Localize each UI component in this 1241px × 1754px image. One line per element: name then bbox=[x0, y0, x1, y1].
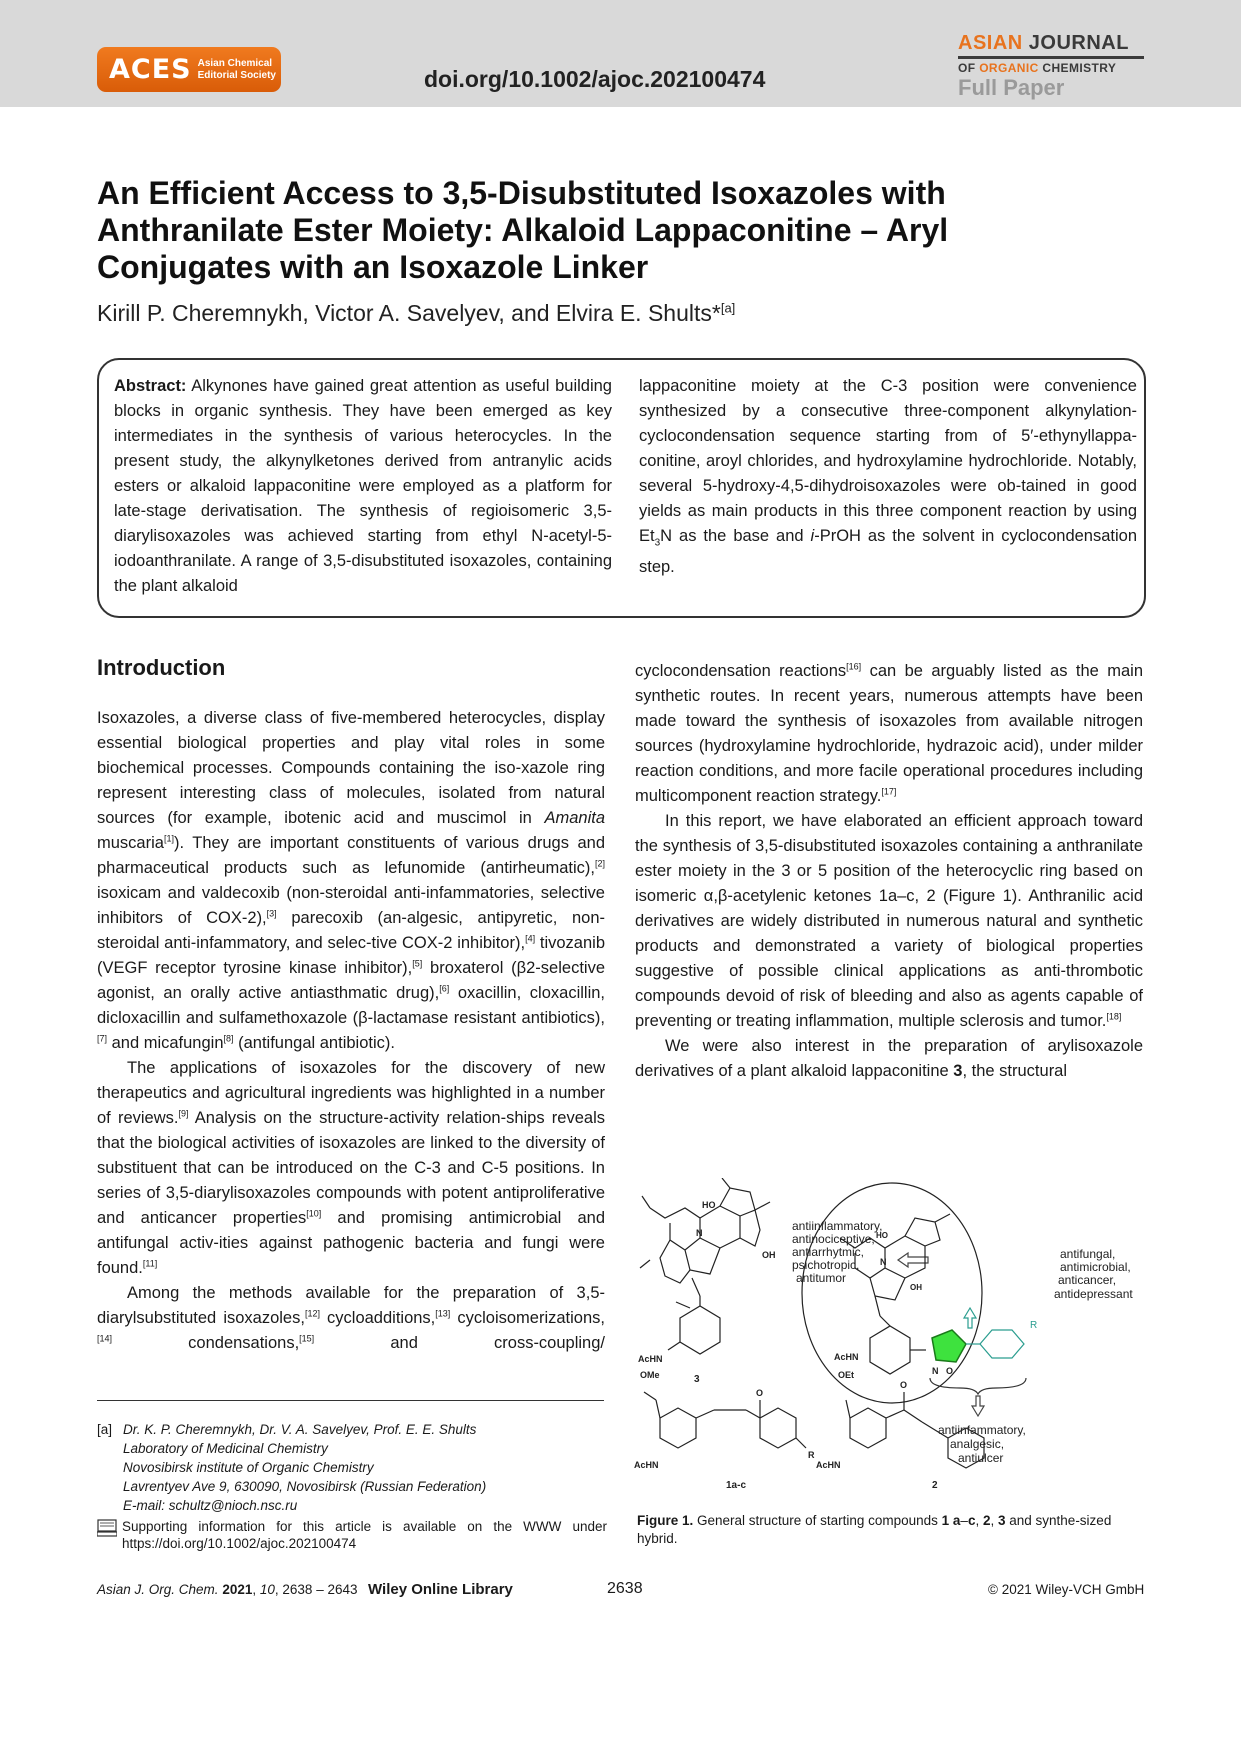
citation-ref[interactable]: [18] bbox=[1106, 1011, 1122, 1022]
citation-ref[interactable]: [14] bbox=[97, 1333, 113, 1344]
intro-p1-c: ). They are important constituents of various drugs and pharmaceutical products such as lefunomide (antirheumatic), bbox=[97, 834, 605, 877]
right-column bbox=[635, 659, 1143, 1084]
abstract-left-column bbox=[114, 374, 612, 599]
arrow-down-icon bbox=[972, 1396, 984, 1416]
publisher-name-line-2: Editorial Society bbox=[197, 69, 276, 81]
footer-citation: Asian J. Org. Chem. 2021, 10, 2638 – 2643 bbox=[97, 1582, 358, 1597]
abstract-label: Abstract: bbox=[114, 377, 187, 395]
activity-bottom-item: antiinfammatory, bbox=[938, 1423, 1026, 1437]
citation-ref[interactable]: [12] bbox=[304, 1308, 320, 1319]
footnote-label: [a] bbox=[97, 1422, 113, 1437]
activity-right-item: antimicrobial, bbox=[1060, 1260, 1131, 1274]
intro-p1-h: oxacillin, cloxacillin, dicloxacillin and sulfamethoxazole (β-lactamase resistant antibiotics), bbox=[97, 984, 605, 1027]
citation-ref[interactable]: [9] bbox=[178, 1108, 189, 1119]
footnote-line: Lavrentyev Ave 9, 630090, Novosibirsk (Russian Federation) bbox=[123, 1479, 487, 1494]
abstract-box bbox=[97, 358, 1146, 618]
intro-p1-d: isoxicam and valdecoxib (non-steroidal anti-infammatories, selective inhibitors of COX-2), bbox=[97, 884, 605, 927]
label-o-2: O bbox=[900, 1380, 908, 1390]
caption-comma-1: , bbox=[975, 1513, 983, 1528]
abstract-text-left: Alkynones have gained great attention as useful building blocks in organic synthesis. They have been emerged as key intermediates in the synthesis of various heterocycles. In the present study, the alkynylketones derived from antranylic acids esters or alkaloid lappaconitine were employed as a platform for late-stage derivatisation. The synthesis of regioisomeric 3,5-diarylisoxazoles was achieved starting from ethyl N-acetyl-5-iodoanthranilate. A range of 3,5-disubstituted isoxazoles, containing the plant alkaloid bbox=[114, 377, 612, 595]
intro-p1-i: and micafungin bbox=[107, 1034, 224, 1052]
doi-link[interactable]: doi.org/10.1002/ajoc.202100474 bbox=[424, 66, 766, 92]
aces-publisher-name bbox=[198, 58, 276, 82]
label-oet: OEt bbox=[838, 1370, 855, 1380]
journal-line2-a: OF bbox=[958, 61, 980, 75]
citation-ref[interactable]: [13] bbox=[435, 1308, 451, 1319]
caption-dash: – bbox=[960, 1513, 968, 1528]
right-p1-a: cyclocondensation reactions bbox=[635, 662, 847, 680]
brace-icon bbox=[930, 1378, 1026, 1394]
journal-logo-rule bbox=[958, 56, 1144, 59]
activity-left-item: antiinflammatory, bbox=[792, 1219, 883, 1233]
activity-left-item: antinociceptive, bbox=[792, 1232, 875, 1246]
activity-left-item: psichotropic, bbox=[792, 1258, 860, 1272]
intro-p1-italic: Amanita bbox=[544, 809, 605, 827]
footer-volume: 10 bbox=[259, 1582, 275, 1597]
abstract-subscript: 3 bbox=[654, 537, 661, 549]
citation-ref[interactable]: [8] bbox=[223, 1033, 234, 1044]
atom-n-o-isoxazole: N bbox=[932, 1366, 939, 1376]
label-oh-3: OH bbox=[762, 1250, 776, 1260]
intro-p1-j: (antifungal antibiotic). bbox=[233, 1034, 395, 1052]
computer-icon bbox=[97, 1519, 117, 1537]
arrow-left-icon bbox=[898, 1253, 928, 1267]
right-paragraph-1 bbox=[635, 659, 1143, 809]
citation-ref[interactable]: [11] bbox=[142, 1258, 158, 1269]
atom-n: N bbox=[696, 1228, 703, 1238]
label-o-1ac: O bbox=[756, 1388, 764, 1398]
activity-bottom-item: analgesic, bbox=[950, 1437, 1005, 1451]
right-p3-b: , the structural bbox=[962, 1062, 1068, 1080]
atom-n-hybrid: N bbox=[880, 1257, 887, 1267]
intro-p3-e: and cross-coupling/ bbox=[314, 1334, 605, 1352]
footnote-line: Novosibirsk institute of Organic Chemistry bbox=[123, 1460, 374, 1475]
abstract-italic: i bbox=[810, 527, 815, 545]
journal-line2-c: CHEMISTRY bbox=[1042, 61, 1117, 75]
copyright: © 2021 Wiley-VCH GmbH bbox=[988, 1582, 1145, 1597]
activity-right-item: antifungal, bbox=[1060, 1247, 1116, 1261]
label-compound-1ac: 1a-c bbox=[726, 1480, 747, 1491]
activity-right-item: antidepressant bbox=[1054, 1287, 1133, 1301]
intro-p1-g: broxaterol (β2-selective agonist, an orally active antiasthmatic drug), bbox=[97, 959, 605, 1002]
citation-ref[interactable]: [6] bbox=[439, 983, 450, 994]
intro-p2-b: Analysis on the structure-activity relation-ships reveals that the biological activities of isoxazoles are linked to the diversity of substituent that can be introduced on the C-3 and C-5 positions. In series of 3,5-diarylisoxazoles compounds with potent antiproliferative and anticancer properties bbox=[97, 1109, 605, 1227]
label-compound-2: 2 bbox=[932, 1480, 938, 1491]
publisher-name-line-1: Asian Chemical bbox=[197, 57, 273, 69]
citation-ref[interactable]: [16] bbox=[846, 661, 862, 672]
figure-1-scheme bbox=[630, 1178, 1146, 1508]
arrow-up-icon bbox=[964, 1308, 976, 1328]
citation-ref[interactable]: [7] bbox=[97, 1033, 108, 1044]
aces-logo[interactable] bbox=[97, 47, 281, 92]
abstract-text-right-2: N as the base and bbox=[660, 527, 811, 545]
abstract-text-right-3: -PrOH as the solvent in cyclocondensation step. bbox=[639, 527, 1137, 577]
footnote-email[interactable]: E-mail: schultz@nioch.nsc.ru bbox=[123, 1498, 298, 1513]
footnote-line: Dr. K. P. Cheremnykh, Dr. V. A. Savelyev, Prof. E. E. Shults bbox=[123, 1422, 477, 1437]
atom-o-isoxazole: O bbox=[946, 1366, 954, 1376]
intro-p2-c: and promising antimicrobial and antifungal activ-ities against pathogenic bacteria and fungi were found. bbox=[97, 1209, 605, 1277]
journal-line2-b: ORGANIC bbox=[979, 61, 1043, 75]
journal-logo bbox=[958, 32, 1144, 101]
intro-p1-f: tivozanib (VEGF receptor tyrosine kinase inhibitor), bbox=[97, 934, 605, 977]
activity-right-item: anticancer, bbox=[1058, 1273, 1117, 1287]
activity-left-item: antiarrhytmic, bbox=[792, 1245, 865, 1259]
right-p3-a: We were also interest in the preparation of arylisoxazole derivatives of a plant alkaloid lappaconitine bbox=[635, 1037, 1143, 1080]
label-achn-2: AcHN bbox=[816, 1460, 841, 1470]
intro-p3-a: Among the methods available for the preparation of 3,5-diarylsubstituted isoxazoles, bbox=[97, 1284, 605, 1327]
label-compound-3: 3 bbox=[694, 1374, 700, 1385]
footnote-divider bbox=[97, 1400, 604, 1401]
lappaconitine-ellipse bbox=[802, 1183, 982, 1403]
substituent-r-hybrid: R bbox=[1030, 1320, 1038, 1331]
article-type: Full Paper bbox=[958, 75, 1065, 100]
intro-paragraph-2 bbox=[97, 1056, 605, 1281]
label-ho-3: HO bbox=[702, 1200, 716, 1210]
caption-label: Figure 1. bbox=[637, 1513, 694, 1528]
intro-p3-c: cycloisomerizations, bbox=[450, 1309, 605, 1327]
right-paragraph-3 bbox=[635, 1034, 1143, 1084]
introduction-heading: Introduction bbox=[97, 655, 226, 680]
caption-text-f: and synthe-sized hybrid. bbox=[637, 1513, 1112, 1546]
isoxazole-ring bbox=[932, 1330, 966, 1362]
caption-bold-c: c bbox=[967, 1513, 976, 1528]
citation-ref[interactable]: [10] bbox=[306, 1208, 322, 1219]
label-ome: OMe bbox=[640, 1370, 660, 1380]
caption-bold-1a: 1 a bbox=[941, 1513, 961, 1528]
caption-bold-3: 3 bbox=[998, 1513, 1006, 1528]
activity-left-item: antitumor bbox=[796, 1271, 847, 1285]
citation-ref[interactable]: [1] bbox=[163, 833, 174, 844]
right-paragraph-2 bbox=[635, 809, 1143, 1034]
intro-p3-d: condensations, bbox=[112, 1334, 300, 1352]
intro-p2-a: The applications of isoxazoles for the discovery of new therapeutics and agricultural ingredients was highlighted in a number of reviews. bbox=[97, 1059, 605, 1127]
footer-pages: , 2638 – 2643 bbox=[274, 1582, 358, 1597]
journal-line1-a: ASIAN bbox=[958, 32, 1029, 54]
label-ho-hybrid: HO bbox=[876, 1231, 888, 1240]
citation-ref[interactable]: [2] bbox=[594, 858, 605, 869]
journal-line1-b: JOURNAL bbox=[1028, 32, 1129, 54]
substituent-r: R bbox=[808, 1450, 815, 1460]
activity-bottom-item: antiulcer bbox=[958, 1451, 1004, 1465]
authors-text: Kirill P. Cheremnykh, Victor A. Savelyev, and Elvira E. Shults* bbox=[97, 300, 721, 326]
author-list bbox=[97, 300, 735, 327]
right-p1-b: can be arguably listed as the main synthetic routes. In recent years, numerous attempts have been made toward the synthesis of isoxazoles from available nitrogen sources (hydroxylamine hydrochloride, hydrazoic acid), under milder reaction conditions, and more facile operational procedures including multicomponent reaction strategy. bbox=[635, 662, 1143, 805]
activities-right bbox=[1054, 1247, 1133, 1301]
label-achn-hybrid: AcHN bbox=[834, 1352, 859, 1362]
compound-3-ref: 3 bbox=[953, 1062, 963, 1080]
intro-paragraph-3 bbox=[97, 1281, 605, 1356]
page-number: 2638 bbox=[607, 1580, 643, 1597]
compound-3-structure bbox=[638, 1178, 776, 1385]
citation-ref[interactable]: [3] bbox=[266, 908, 277, 919]
caption-bold-2: 2 bbox=[982, 1513, 991, 1528]
label-oh-hybrid: OH bbox=[910, 1283, 922, 1292]
citation-ref[interactable]: [5] bbox=[412, 958, 423, 969]
intro-p1-b: muscaria bbox=[97, 834, 164, 852]
caption-comma-2: , bbox=[990, 1513, 998, 1528]
caption-text-a: General structure of starting compounds bbox=[693, 1513, 942, 1528]
citation-ref[interactable]: [15] bbox=[299, 1333, 315, 1344]
intro-p1-e: parecoxib (an-algesic, antipyretic, non-steroidal anti-infammatory, and selec-tive COX-2 inhibitor), bbox=[97, 909, 606, 952]
right-p2-a: In this report, we have elaborated an efficient approach toward the synthesis of 3,5-disubstituted isoxazoles containing a anthranilate ester moiety in the 3 or 5 position of the heterocyclic ring based on isomeric α,β-acetylenic ketones 1a–c, 2 (Figure 1). Anthranilic acid derivatives are widely distributed in numerous natural and synthetic products and demonstrated a variety of biological properties suggestive of possible clinical applications as anti-thrombotic compounds devoid of risk of bleeding and also as agents capable of preventing or treating inflammation, multiple sclerosis and tumor. bbox=[635, 812, 1143, 1030]
aces-logo-text: ACES bbox=[109, 54, 192, 85]
left-column bbox=[97, 706, 605, 1356]
abstract-right-column bbox=[639, 374, 1137, 580]
label-achn-1ac: AcHN bbox=[634, 1460, 659, 1470]
footer-year: 2021 bbox=[222, 1582, 253, 1597]
label-achn-3: AcHN bbox=[638, 1354, 663, 1364]
article-title: An Efficient Access to 3,5-Disubstituted Isoxazoles with Anthranilate Ester Moiety: Alkaloid Lappaconitine – Aryl Conjugates with an Isoxazole Linker bbox=[97, 175, 949, 285]
aryl-ring bbox=[980, 1330, 1024, 1358]
page-header bbox=[0, 0, 1241, 107]
compound-1ac-structure bbox=[634, 1370, 815, 1491]
activities-left bbox=[792, 1219, 882, 1285]
supporting-info-text[interactable]: Supporting information for this article is available on the WWW under https://doi.org/10.1002/ajoc.202100474 bbox=[122, 1519, 607, 1551]
abstract-text-right-1: lappaconitine moiety at the C-3 position were convenience synthesized by a consecutive three-component alkynylation-cyclocondensation sequence starting from of 5′-ethynyllappa-conitine, aroyl chlorides, and hydroxylamine hydrochloride. Notably, several 5-hydroxy-4,5-dihydroisoxazoles were ob-tained in good yields as main products in this three component reaction by using Et bbox=[639, 377, 1137, 545]
footer-journal: Asian J. Org. Chem. bbox=[97, 1582, 219, 1597]
supporting-info-note bbox=[97, 1518, 607, 1552]
wiley-online-library-link[interactable]: Wiley Online Library bbox=[368, 1581, 513, 1598]
citation-ref[interactable]: [17] bbox=[881, 786, 897, 797]
citation-ref[interactable]: [4] bbox=[525, 933, 536, 944]
intro-paragraph-1 bbox=[97, 706, 605, 1056]
author-affiliation-ref[interactable]: [a] bbox=[720, 300, 736, 316]
intro-p3-b: cycloadditions, bbox=[319, 1309, 436, 1327]
footnote-line: Laboratory of Medicinal Chemistry bbox=[123, 1441, 328, 1456]
figure-1-caption bbox=[637, 1512, 1137, 1548]
intro-p1-a: Isoxazoles, a diverse class of five-membered heterocycles, display essential biological properties and play vital roles in some biochemical processes. Compounds containing the iso-xazole ring represent interesting class of molecules, isolated from natural sources (for example, ibotenic acid and muscimol in bbox=[97, 709, 605, 827]
affiliation-footnote bbox=[97, 1420, 607, 1515]
